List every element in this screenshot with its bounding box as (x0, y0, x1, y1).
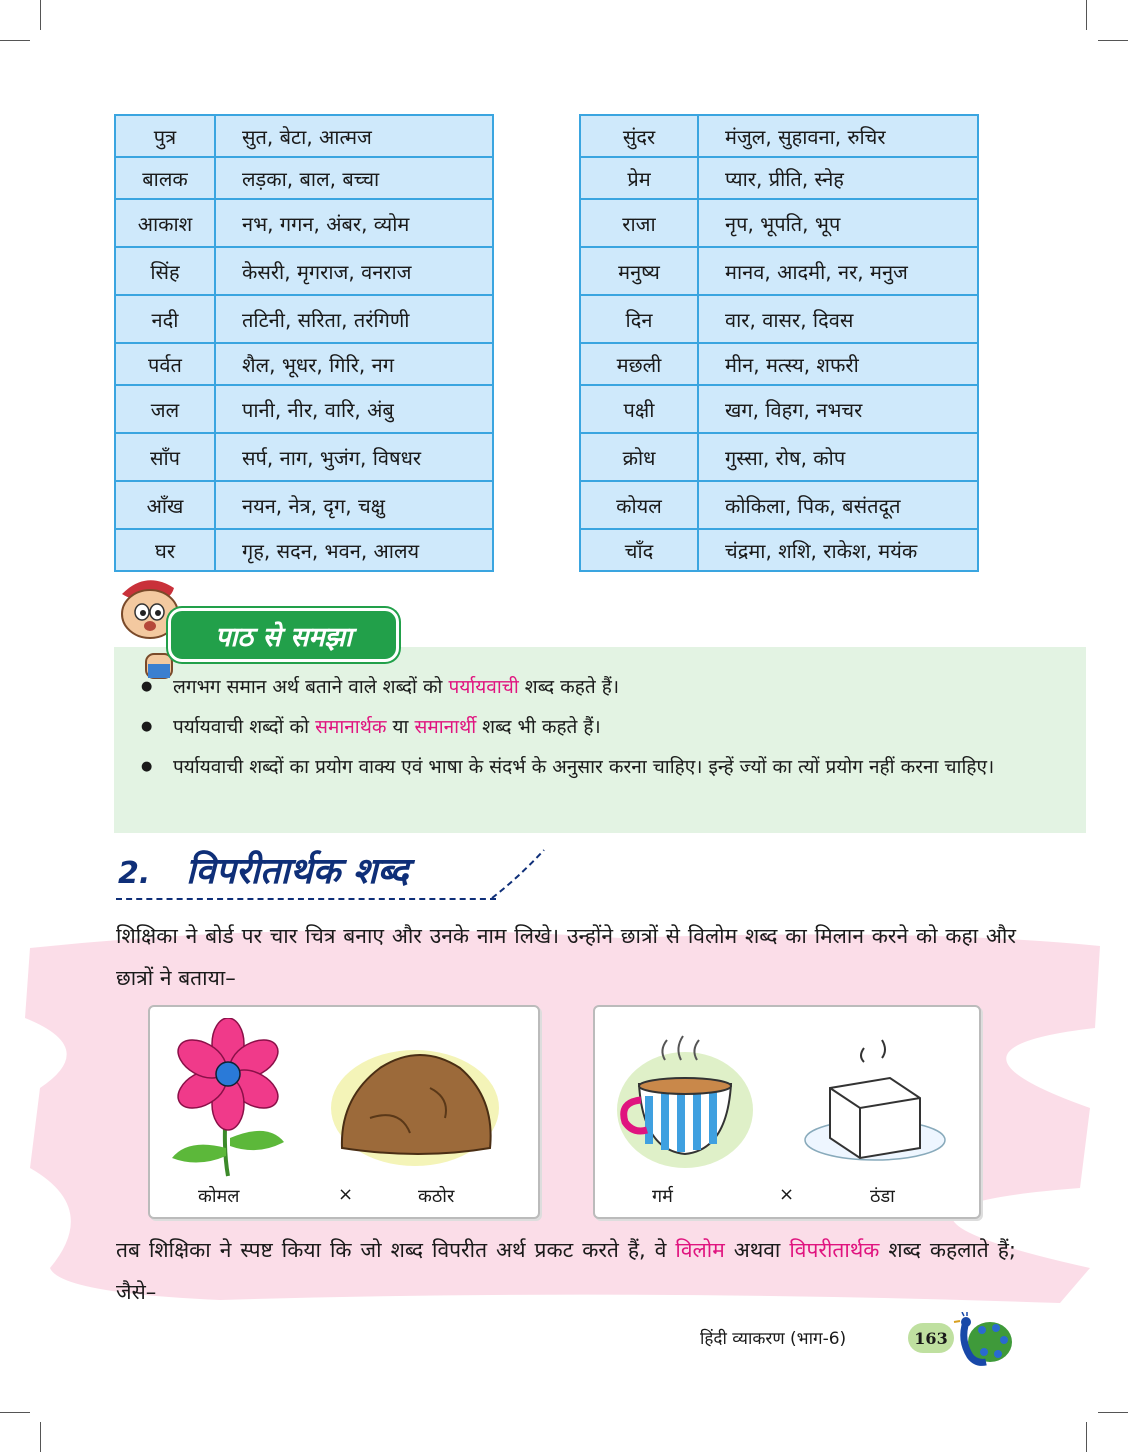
synonym-row (115, 433, 493, 481)
synonym-row (580, 343, 978, 385)
synonym-list: मानव, आदमी, नर, मनुज (698, 247, 978, 295)
synonym-row (115, 247, 493, 295)
synonym-row (115, 343, 493, 385)
section-number: 2. (118, 856, 151, 891)
crop-mark (40, 1422, 41, 1452)
synonym-row (115, 481, 493, 529)
synonym-word: घर (115, 529, 215, 571)
synonym-list: चंद्रमा, शशि, राकेश, मयंक (698, 529, 978, 571)
synonym-table-right (579, 114, 979, 572)
label-times: × (338, 1184, 354, 1205)
synonym-row (580, 433, 978, 481)
section-rule (116, 898, 496, 900)
synonym-word: पुत्र (115, 115, 215, 157)
synonym-row (580, 157, 978, 199)
synonym-list: नयन, नेत्र, दृग, चक्षु (215, 481, 493, 529)
crop-mark (1098, 40, 1128, 41)
synonym-list: वार, वासर, दिवस (698, 295, 978, 343)
synonym-list: पानी, नीर, वारि, अंबु (215, 385, 493, 433)
section-heading (118, 845, 408, 895)
synonym-row (580, 385, 978, 433)
peacock-icon (952, 1312, 1012, 1370)
synonym-list: तटिनी, सरिता, तरंगिणी (215, 295, 493, 343)
synonym-list: शैल, भूधर, गिरि, नग (215, 343, 493, 385)
crop-mark (1086, 0, 1087, 30)
summary-point: ● लगभग समान अर्थ बताने वाले शब्दों को पर्यायवाची शब्द कहते हैं। (135, 672, 1035, 702)
synonym-word: प्रेम (580, 157, 698, 199)
synonym-word: दिन (580, 295, 698, 343)
synonym-list: मीन, मत्स्य, शफरी (698, 343, 978, 385)
conclusion-paragraph: तब शिक्षिका ने स्पष्ट किया कि जो शब्द विपरीत अर्थ प्रकट करते हैं, वे विलोम अथवा विपरीतार्थक शब्द कहलाते हैं; जैसे– (116, 1238, 1016, 1304)
summary-point: ● पर्यायवाची शब्दों का प्रयोग वाक्य एवं भाषा के संदर्भ के अनुसार करना चाहिए। इन्हें ज्यों का त्यों प्रयोग नहीं करना चाहिए। (135, 752, 1035, 782)
dashed-slash-decoration (488, 848, 548, 900)
summary-points (135, 672, 1035, 792)
synonym-word: जल (115, 385, 215, 433)
synonym-row (580, 481, 978, 529)
synonym-word: चाँद (580, 529, 698, 571)
synonym-row (115, 115, 493, 157)
synonym-list: केसरी, मृगराज, वनराज (215, 247, 493, 295)
synonym-row (580, 529, 978, 571)
synonym-row (580, 199, 978, 247)
label-times: × (779, 1184, 795, 1205)
synonym-word: क्रोध (580, 433, 698, 481)
crop-mark (0, 40, 30, 41)
synonym-row (580, 295, 978, 343)
synonym-word: मछली (580, 343, 698, 385)
label-hard: कठोर (418, 1186, 455, 1207)
synonym-list: खग, विहग, नभचर (698, 385, 978, 433)
crop-mark (1098, 1412, 1128, 1413)
synonym-row (580, 247, 978, 295)
synonym-row (115, 529, 493, 571)
flower-icon (168, 1018, 288, 1178)
synonym-word: राजा (580, 199, 698, 247)
synonym-row (115, 385, 493, 433)
synonym-row (580, 115, 978, 157)
synonym-word: पर्वत (115, 343, 215, 385)
synonym-word: साँप (115, 433, 215, 481)
synonym-list: प्यार, प्रीति, स्नेह (698, 157, 978, 199)
synonym-word: आँख (115, 481, 215, 529)
label-cold: ठंडा (870, 1186, 895, 1207)
synonym-word: मनुष्य (580, 247, 698, 295)
synonym-table-left (114, 114, 494, 572)
summary-point: ● पर्यायवाची शब्दों को समानार्थक या समानार्थी शब्द भी कहते हैं। (135, 712, 1035, 742)
intro-paragraph: शिक्षिका ने बोर्ड पर चार चित्र बनाए और उनके नाम लिखे। उन्होंने छात्रों से विलोम शब्द का मिलान करने को कहा और छात्रों ने बताया– (116, 924, 1016, 990)
synonym-word: आकाश (115, 199, 215, 247)
synonym-row (115, 157, 493, 199)
label-hot: गर्म (652, 1186, 673, 1207)
synonym-word: नदी (115, 295, 215, 343)
synonym-row (115, 295, 493, 343)
synonym-list: गुस्सा, रोष, कोप (698, 433, 978, 481)
synonym-list: मंजुल, सुहावना, रुचिर (698, 115, 978, 157)
label-soft: कोमल (198, 1186, 240, 1207)
hot-tea-cup-icon (615, 1030, 755, 1170)
synonym-list: सर्प, नाग, भुजंग, विषधर (215, 433, 493, 481)
section-title: विपरीतार्थक शब्द (186, 851, 409, 892)
rock-icon (330, 1038, 500, 1168)
synonym-word: कोयल (580, 481, 698, 529)
synonym-list: गृह, सदन, भवन, आलय (215, 529, 493, 571)
footer-book-title: हिंदी व्याकरण (भाग-6) (700, 1329, 847, 1349)
synonym-row (115, 199, 493, 247)
synonym-list: लड़का, बाल, बच्चा (215, 157, 493, 199)
synonym-list: नभ, गगन, अंबर, व्योम (215, 199, 493, 247)
crop-mark (1086, 1422, 1087, 1452)
synonym-list: नृप, भूपति, भूप (698, 199, 978, 247)
synonym-word: सुंदर (580, 115, 698, 157)
synonym-list: सुत, बेटा, आत्मज (215, 115, 493, 157)
page-number: 163 (908, 1323, 954, 1353)
synonym-word: पक्षी (580, 385, 698, 433)
crop-mark (0, 1412, 30, 1413)
synonym-word: सिंह (115, 247, 215, 295)
synonym-word: बालक (115, 157, 215, 199)
summary-banner: पाठ से समझा (168, 608, 399, 662)
crop-mark (40, 0, 41, 30)
ice-cube-icon (800, 1028, 950, 1168)
synonym-list: कोकिला, पिक, बसंतदूत (698, 481, 978, 529)
